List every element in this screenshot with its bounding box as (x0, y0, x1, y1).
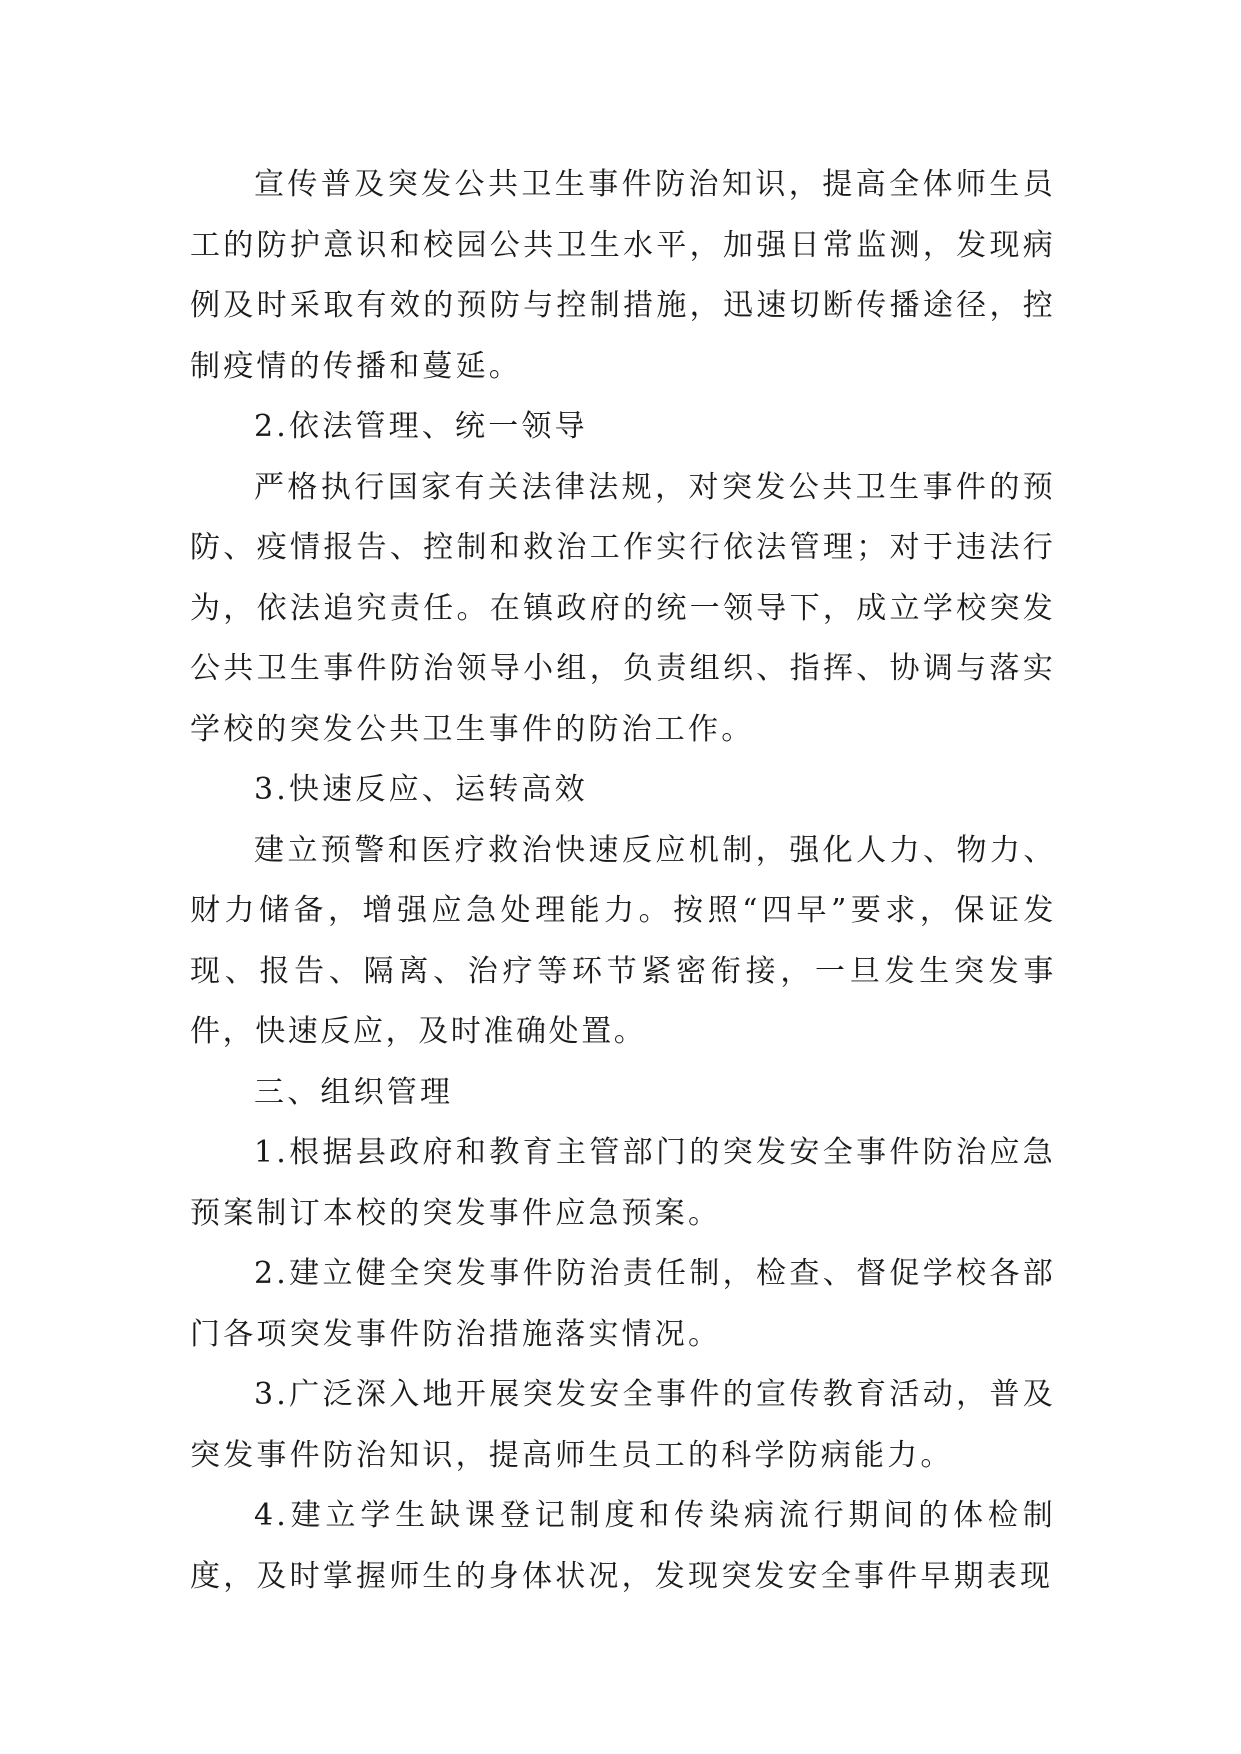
list-item-2: 2.建立健全突发事件防治责任制，检查、督促学校各部门各项突发事件防治措施落实情况。 (190, 1256, 1056, 1352)
paragraph-prevention-intro: 宣传普及突发公共卫生事件防治知识，提高全体师生员工的防护意识和校园公共卫生水平，加强日常监测，发现病例及时采取有效的预防与控制措施，迅速切断传播途径，控制疫情的传播和蔓延。 (190, 167, 1056, 384)
document-body (190, 155, 1056, 1607)
heading-organization-management: 三、组织管理 (254, 1074, 454, 1110)
list-item-1: 1.根据县政府和教育主管部门的突发安全事件防治应急预案制订本校的突发事件应急预案。 (190, 1135, 1056, 1231)
paragraph-lawful-management: 严格执行国家有关法律法规，对突发公共卫生事件的预防、疫情报告、控制和救治工作实行依法管理；对于违法行为，依法追究责任。在镇政府的统一领导下，成立学校突发公共卫生事件防治领导小组，负责组织、指挥、协调与落实学校的突发公共卫生事件的防治工作。 (190, 469, 1056, 747)
list-item-3: 3.广泛深入地开展突发安全事件的宣传教育活动，普及突发事件防治知识，提高师生员工的科学防病能力。 (190, 1377, 1056, 1473)
list-item-4: 4.建立学生缺课登记制度和传染病流行期间的体检制度，及时掌握师生的身体状况，发现突发安全事件早期表现 (190, 1498, 1056, 1594)
heading-rapid-response: 3.快速反应、运转高效 (254, 772, 588, 807)
heading-lawful-management: 2.依法管理、统一领导 (254, 409, 588, 444)
paragraph-rapid-response: 建立预警和医疗救治快速反应机制，强化人力、物力、财力储备，增强应急处理能力。按照“四早”要求，保证发现、报告、隔离、治疗等环节紧密衔接，一旦发生突发事件，快速反应，及时准确处置。 (190, 832, 1056, 1049)
